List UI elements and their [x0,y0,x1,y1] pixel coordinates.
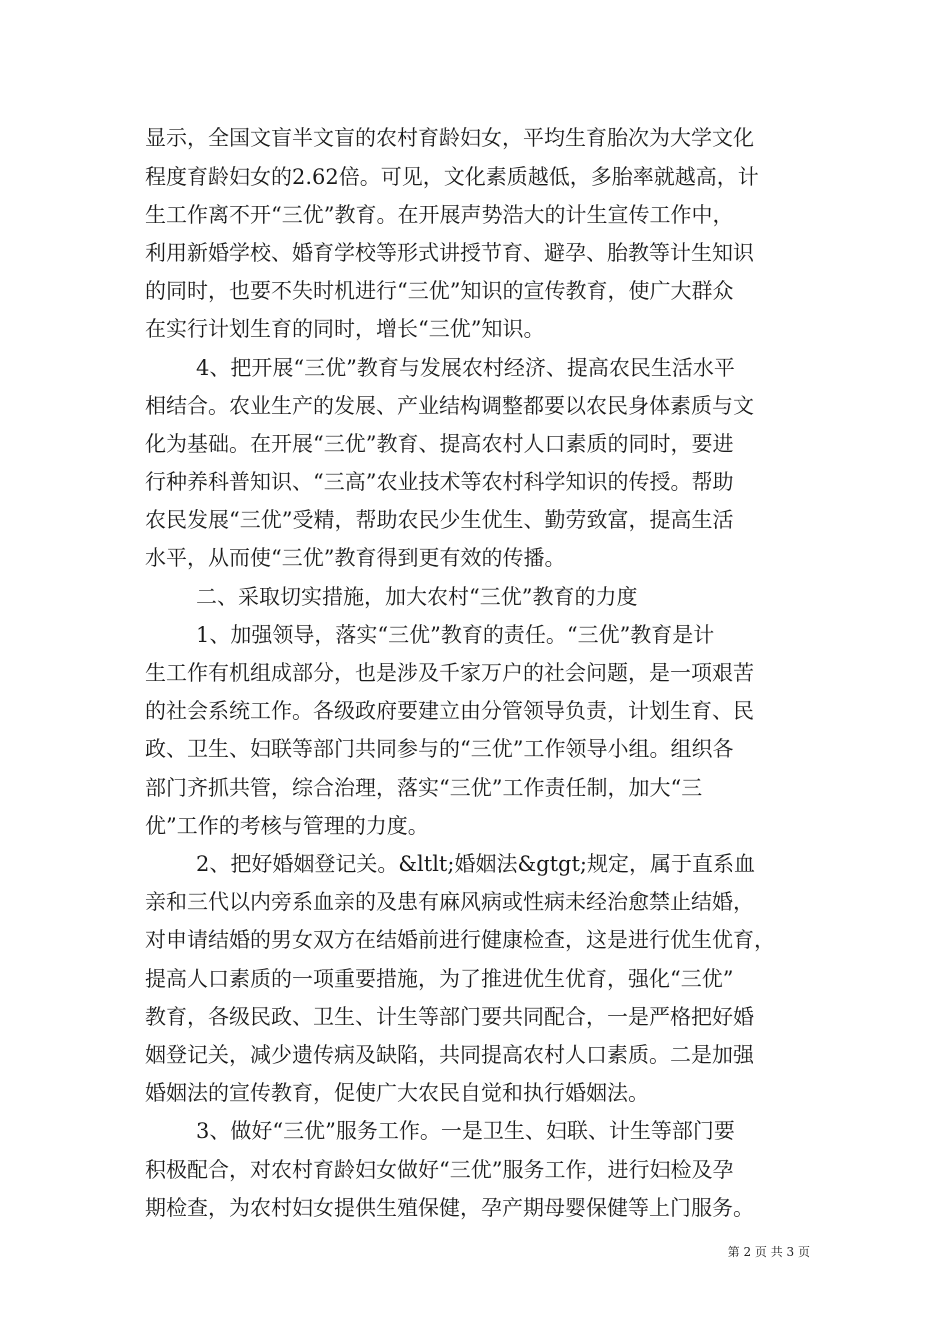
text-line: 水平，从而使“三优”教育得到更有效的传播。 [145,546,566,570]
section-heading: 二、采取切实措施，加大农村“三优”教育的力度 [196,585,638,609]
text-line: 亲和三代以内旁系血亲的及患有麻风病或性病未经治愈禁止结婚， [145,890,754,914]
text-line: 对申请结婚的男女双方在结婚前进行健康检查，这是进行优生优育， [145,928,775,952]
paragraph-start-line: 1、加强领导，落实“三优”教育的责任。“三优”教育是计 [196,623,715,647]
text-line: 优”工作的考核与管理的力度。 [145,814,429,838]
text-line: 的同时，也要不失时机进行“三优”知识的宣传教育，使广大群众 [145,279,734,303]
text-line: 化为基础。在开展“三优”教育、提高农村人口素质的同时，要进 [145,432,734,456]
paragraph-start-line: 2、把好婚姻登记关。&ltlt;婚姻法&gtgt;规定，属于直系血 [196,852,755,876]
paragraph-start-line: 3、做好“三优”服务工作。一是卫生、妇联、计生等部门要 [196,1119,735,1143]
text-line: 姻登记关，减少遗传病及缺陷，共同提高农村人口素质。二是加强 [145,1043,754,1067]
text-line: 部门齐抓共管，综合治理，落实“三优”工作责任制，加大“三 [145,776,703,800]
text-line: 在实行计划生育的同时，增长“三优”知识。 [145,317,545,341]
text-line: 积极配合，对农村育龄妇女做好“三优”服务工作，进行妇检及孕 [145,1158,734,1182]
page-number: 第 2 页 共 3 页 [727,1245,810,1259]
text-line: 显示，全国文盲半文盲的农村育龄妇女，平均生育胎次为大学文化 [145,126,754,150]
text-line: 农民发展“三优”受精，帮助农民少生优生、勤劳致富，提高生活 [145,508,734,532]
text-line: 婚姻法的宣传教育，促使广大农民自觉和执行婚姻法。 [145,1081,649,1105]
text-line: 生工作有机组成部分，也是涉及千家万户的社会问题，是一项艰苦 [145,661,754,685]
text-line: 提高人口素质的一项重要措施，为了推进优生优育，强化“三优” [145,967,734,991]
text-line: 行种养科普知识、“三高”农业技术等农村科学知识的传授。帮助 [145,470,734,494]
text-line: 程度育龄妇女的2.62倍。可见，文化素质越低，多胎率就越高，计 [145,165,759,189]
paragraph-start-line: 4、把开展“三优”教育与发展农村经济、提高农民生活水平 [196,356,735,380]
text-line: 教育，各级民政、卫生、计生等部门要共同配合，一是严格把好婚 [145,1005,754,1029]
text-line: 期检查，为农村妇女提供生殖保健，孕产期母婴保健等上门服务。 [145,1196,754,1220]
text-line: 的社会系统工作。各级政府要建立由分管领导负责，计划生育、民 [145,699,754,723]
text-line: 政、卫生、妇联等部门共同参与的“三优”工作领导小组。组织各 [145,737,734,761]
text-line: 利用新婚学校、婚育学校等形式讲授节育、避孕、胎教等计生知识 [145,241,754,265]
text-line: 生工作离不开“三优”教育。在开展声势浩大的计生宣传工作中， [145,203,734,227]
text-line: 相结合。农业生产的发展、产业结构调整都要以农民身体素质与文 [145,394,754,418]
